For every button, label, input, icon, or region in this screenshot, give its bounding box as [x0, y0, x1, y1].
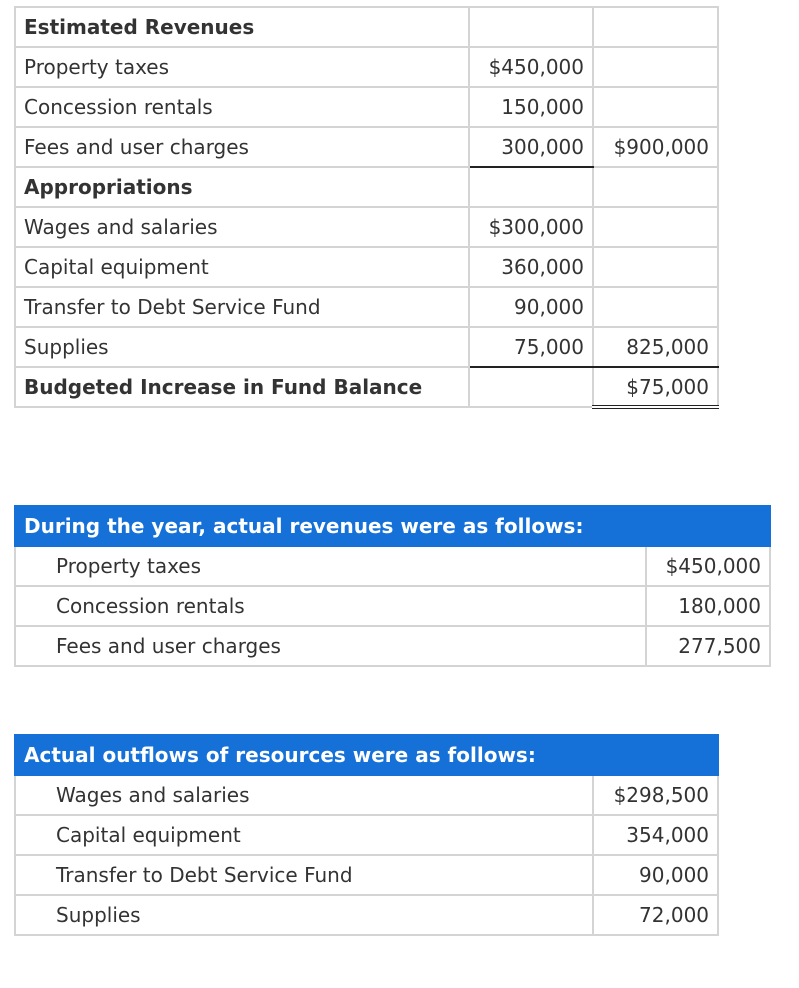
total-cell: $75,000: [593, 367, 718, 407]
table-row: [15, 207, 718, 247]
table-row: [15, 167, 718, 207]
table-row: [15, 855, 718, 895]
cell: [469, 7, 593, 47]
row-label: Supplies: [15, 327, 469, 367]
amount-cell: [469, 367, 593, 407]
amount-cell: 150,000: [469, 87, 593, 127]
table-header-row: [15, 506, 770, 546]
row-label: Fees and user charges: [15, 626, 646, 666]
row-label: Capital equipment: [15, 815, 593, 855]
total-cell: [593, 87, 718, 127]
table-row: [15, 247, 718, 287]
row-label: Property taxes: [15, 546, 646, 586]
row-label: Wages and salaries: [15, 775, 593, 815]
amount-cell: 90,000: [469, 287, 593, 327]
table-row: [15, 895, 718, 935]
amount-cell: [469, 167, 593, 207]
total-cell: [593, 167, 718, 207]
cell: [593, 7, 718, 47]
amount-cell: $300,000: [469, 207, 593, 247]
table-row: [15, 815, 718, 855]
total-cell: [593, 207, 718, 247]
amount-cell: 90,000: [593, 855, 718, 895]
table-row: [15, 287, 718, 327]
amount-cell: 354,000: [593, 815, 718, 855]
row-label: Transfer to Debt Service Fund: [15, 287, 469, 327]
table-row: [15, 586, 770, 626]
table-row: [15, 7, 718, 47]
total-cell: [593, 247, 718, 287]
outflows-header: Actual outflows of resources were as follows:: [15, 735, 718, 775]
total-cell: [593, 287, 718, 327]
amount-cell: 72,000: [593, 895, 718, 935]
total-cell: [593, 47, 718, 87]
row-label: Capital equipment: [15, 247, 469, 287]
section-heading-estimated-revenues: Estimated Revenues: [15, 7, 469, 47]
amount-cell: $298,500: [593, 775, 718, 815]
amount-cell: 300,000: [469, 127, 593, 167]
total-cell: $900,000: [593, 127, 718, 167]
amount-cell: 75,000: [469, 327, 593, 367]
row-label: Fees and user charges: [15, 127, 469, 167]
amount-cell: $450,000: [646, 546, 770, 586]
table-row: [15, 327, 718, 367]
row-label: Supplies: [15, 895, 593, 935]
table-header-row: [15, 735, 718, 775]
table-row: [15, 127, 718, 167]
table-row: [15, 367, 718, 407]
table-row: [15, 775, 718, 815]
row-label: Transfer to Debt Service Fund: [15, 855, 593, 895]
amount-cell: 277,500: [646, 626, 770, 666]
budget-table: [14, 6, 719, 409]
revenues-header: During the year, actual revenues were as follows:: [15, 506, 770, 546]
amount-cell: 180,000: [646, 586, 770, 626]
row-label: Property taxes: [15, 47, 469, 87]
section-heading-appropriations: Appropriations: [15, 167, 469, 207]
actual-outflows-table: [14, 734, 719, 936]
row-label-budgeted-increase: Budgeted Increase in Fund Balance: [15, 367, 469, 407]
amount-cell: $450,000: [469, 47, 593, 87]
actual-revenues-table: [14, 505, 771, 667]
table-row: [15, 626, 770, 666]
row-label: Concession rentals: [15, 586, 646, 626]
amount-cell: 360,000: [469, 247, 593, 287]
row-label: Wages and salaries: [15, 207, 469, 247]
table-row: [15, 47, 718, 87]
table-row: [15, 546, 770, 586]
total-cell: 825,000: [593, 327, 718, 367]
row-label: Concession rentals: [15, 87, 469, 127]
table-row: [15, 87, 718, 127]
